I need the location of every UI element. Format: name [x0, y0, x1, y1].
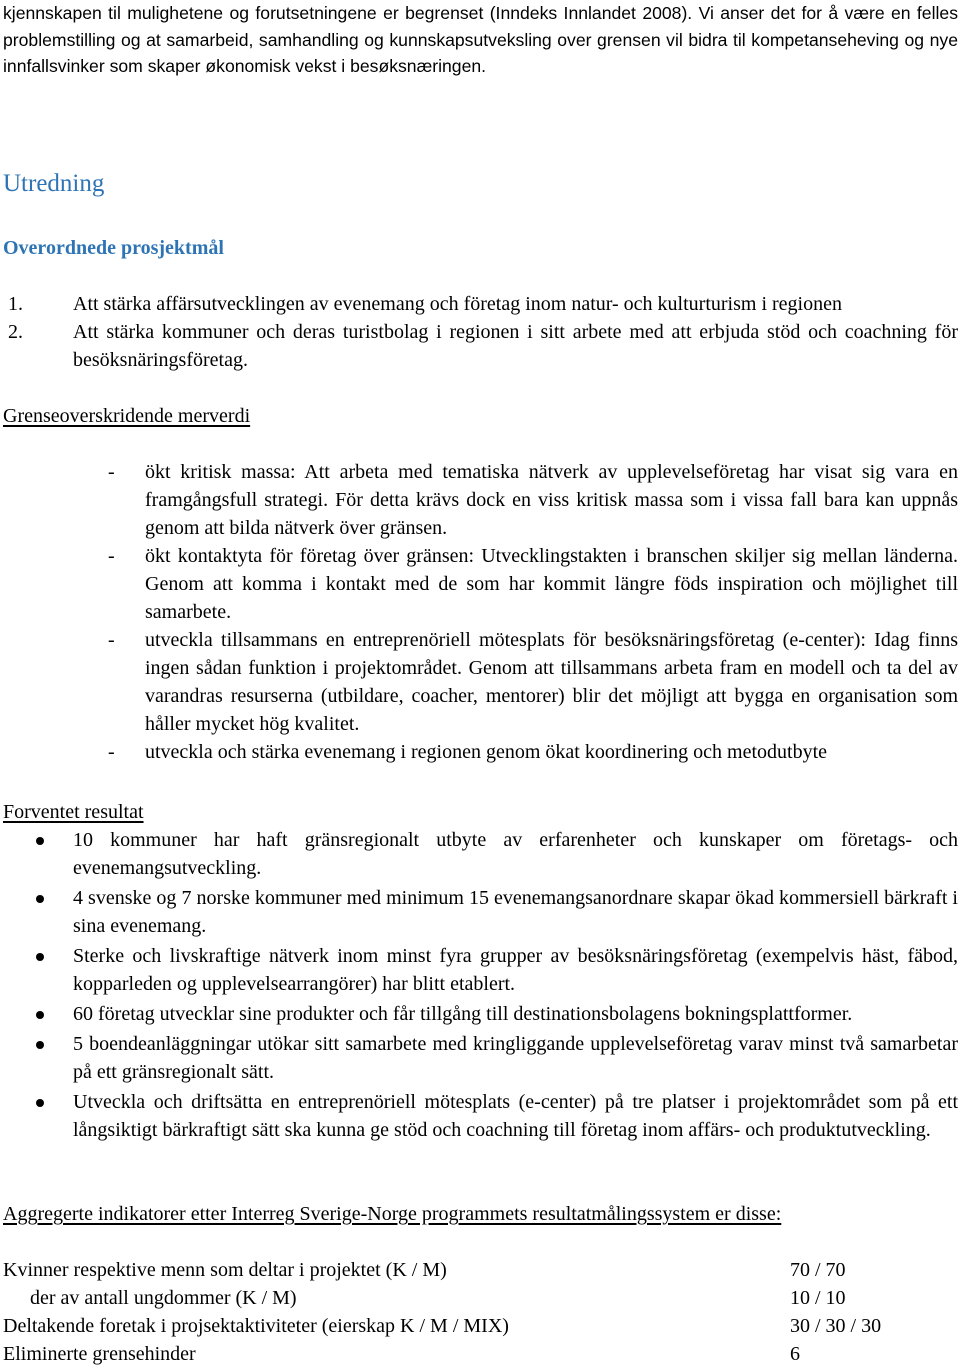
result-item [0, 1000, 958, 1028]
indicator-row [3, 1312, 958, 1340]
bullet-icon [36, 1099, 44, 1107]
indicator-row [3, 1340, 958, 1368]
result-item [0, 826, 958, 882]
indicator-value: 70 / 70 [790, 1259, 846, 1281]
crossborder-item [0, 626, 958, 738]
bullet-icon [36, 1041, 44, 1049]
bullet-icon [36, 895, 44, 903]
dash-marker: - [108, 461, 115, 483]
goal-item [0, 318, 958, 374]
dash-marker: - [108, 545, 115, 567]
bullet-icon [36, 837, 44, 845]
indicator-value: 6 [790, 1343, 800, 1365]
indicator-label: Deltakende foretak i projsektaktiviteter (eierskap K / M / MIX) [3, 1315, 509, 1337]
goal-number: 2. [8, 321, 23, 343]
indicator-row [3, 1284, 958, 1312]
indicator-label: der av antall ungdommer (K / M) [30, 1287, 297, 1309]
dash-marker: - [108, 741, 115, 763]
indicator-label: Kvinner respektive menn som deltar i projektet (K / M) [3, 1259, 447, 1281]
indicator-row [3, 1256, 958, 1284]
crossborder-item [0, 738, 958, 766]
crossborder-text: ökt kritisk massa: Att arbeta med tematiska nätverk av upplevelseföretag har visat sig vara en framgångsfull strategi. För detta krävs dock en viss kritisk massa som i vissa fall bara kan uppnås genom att bilda nätverk över gränsen. [145, 461, 958, 539]
crossborder-item [0, 458, 958, 542]
goal-text: Att stärka affärsutvecklingen av evenemang och företag inom natur- och kulturturism i regionen [73, 293, 842, 315]
indicators-table [3, 1256, 958, 1368]
result-text: 5 boendeanläggningar utökar sitt samarbete med kringliggande upplevelseföretag varav minst två samarbetar på ett gränsregionalt sätt. [73, 1033, 958, 1083]
result-item [0, 1030, 958, 1086]
goal-item [0, 290, 958, 318]
result-text: Sterke och livskraftige nätverk inom minst fyra grupper av besöksnäringsföretag (exempelvis häst, fäbod, kopparleden og upplevelsearrangörer) har blitt etablert. [73, 945, 958, 995]
indicator-value: 30 / 30 / 30 [790, 1315, 882, 1337]
result-text: 60 företag utvecklar sine produkter och får tillgång till destinationsbolagens bokningsplattformer. [73, 1003, 853, 1025]
section-heading: Utredning [3, 170, 105, 197]
crossborder-text: ökt kontaktyta för företag över gränsen: Utvecklingstakten i branschen skiljer sig mellan länderna. Genom att komma i kontakt med de som har kommit längre föds inspiration och möjlighet till samarbete. [145, 545, 958, 623]
result-text: 4 svenske og 7 norske kommuner med minimum 15 evenemangsanordnare skapar ökad kommersiell bärkraft i sina evenemang. [73, 887, 958, 937]
crossborder-text: utveckla och stärka evenemang i regionen genom ökat koordinering och metodutbyte [145, 741, 828, 763]
bullet-icon [36, 1011, 44, 1019]
result-text: Utveckla och driftsätta en entreprenöriell mötesplats (e-center) på tre platser i projektområdet som på ett långsiktigt bärkraftigt sätt ska kunna ge stöd och coachning till företag inom affärs- och produktutveckling. [73, 1091, 958, 1141]
crossborder-text: utveckla tillsammans en entreprenöriell mötesplats för besöksnäringsföretag (e-center): Idag finns ingen sådan funktion i projektområdet. Genom att tillsammans arbeta fram en modell och ta del av varandras resurserna (utbildare, coacher, mentorer) blir det möjligt att bygga en organisation som håller mycket hög kvalitet. [145, 629, 958, 735]
result-text: 10 kommuner har haft gränsregionalt utbyte av erfarenheter och kunskaper om företags- och evenemangsutveckling. [73, 829, 958, 879]
results-list [0, 826, 958, 1146]
result-item [0, 942, 958, 998]
indicator-value: 10 / 10 [790, 1287, 846, 1309]
result-item [0, 1088, 958, 1144]
indicators-label: Aggregerte indikatorer etter Interreg Sverige-Norge programmets resultatmålingssystem er disse: [3, 1203, 782, 1225]
section-subheading: Overordnede prosjektmål [3, 237, 224, 259]
result-item [0, 884, 958, 940]
indicator-label: Eliminerte grensehinder [3, 1343, 196, 1365]
crossborder-label: Grenseoverskridende merverdi [3, 405, 251, 427]
crossborder-item [0, 542, 958, 626]
results-label: Forventet resultat [3, 801, 144, 823]
goals-list [0, 290, 958, 374]
intro-paragraph: kjennskapen til mulighetene og forutsetningene er begrenset (Inndeks Innlandet 2008). Vi anser det for å være en felles problemstilling og at samarbeid, samhandling og kunnskapsutveksling over grensen vil bidra til kompetanseheving og nye innfallsvinker som skaper økonomisk vekst i besøksnæringen. [3, 3, 958, 76]
goal-text: Att stärka kommuner och deras turistbolag i regionen i sitt arbete med att erbjuda stöd och coachning för besöksnäringsföretag. [73, 321, 958, 371]
bullet-icon [36, 953, 44, 961]
dash-marker: - [108, 629, 115, 651]
goal-number: 1. [8, 293, 23, 315]
crossborder-list [0, 458, 958, 766]
